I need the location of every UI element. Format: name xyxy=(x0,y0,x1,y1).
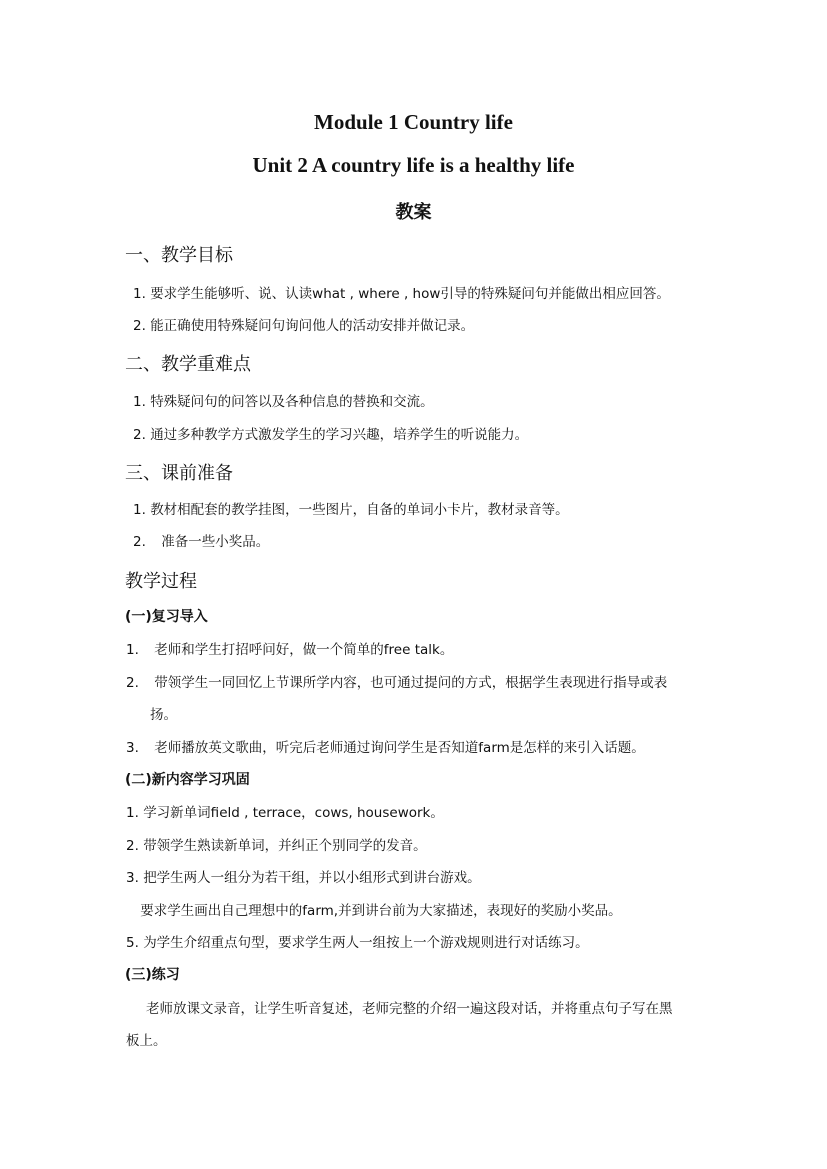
paragraph-continuation: 板上。 xyxy=(126,1033,167,1049)
item-text: 要求学生能够听、说、认读what , where , how引导的特殊疑问句并能做出相应回答。 xyxy=(150,286,670,302)
item-text: 把学生两人一组分为若干组，并以小组形式到讲台游戏。 xyxy=(143,870,481,886)
item-number: 2. xyxy=(133,427,146,443)
item-number: 3. xyxy=(126,870,139,886)
item-number: 1. xyxy=(126,642,139,658)
item-text: 带领学生熟读新单词，并纠正个别同学的发音。 xyxy=(143,838,427,854)
list-item xyxy=(133,423,528,443)
item-number: 3. xyxy=(126,740,139,756)
list-item xyxy=(126,931,589,951)
item-number: 5. xyxy=(126,935,139,951)
section-heading-objectives: 一、教学目标 xyxy=(125,245,233,266)
item-text: 学习新单词field , terrace，cows, housework。 xyxy=(143,805,444,821)
section-heading-process: 教学过程 xyxy=(125,571,197,592)
list-item xyxy=(133,530,269,550)
item-number: 1. xyxy=(133,394,146,410)
item-text: 老师和学生打招呼问好，做一个简单的free talk。 xyxy=(154,642,454,658)
list-item xyxy=(126,866,481,886)
subsection-heading-review: (一)复习导入 xyxy=(125,609,208,625)
item-number: 2. xyxy=(133,318,146,334)
section-heading-key-points: 二、教学重难点 xyxy=(125,354,251,375)
list-item xyxy=(126,834,427,854)
item-text: 老师播放英文歌曲，听完后老师通过询问学生是否知道farm是怎样的来引入话题。 xyxy=(154,740,645,756)
list-item-continuation: 扬。 xyxy=(150,707,177,723)
list-item xyxy=(126,671,667,691)
list-item xyxy=(126,736,645,756)
section-heading-preparation: 三、课前准备 xyxy=(125,463,233,484)
list-item xyxy=(133,498,569,518)
unit-title: Unit 2 A country life is a healthy life xyxy=(252,153,575,177)
list-item xyxy=(133,314,474,334)
list-item xyxy=(133,390,434,410)
item-number: 1. xyxy=(133,502,146,518)
item-text: 带领学生一同回忆上节课所学内容，也可通过提问的方式，根据学生表现进行指导或表 xyxy=(154,675,668,691)
item-text: 能正确使用特殊疑问句询问他人的活动安排并做记录。 xyxy=(150,318,475,334)
subsection-heading-new-content: (二)新内容学习巩固 xyxy=(125,772,250,788)
item-number: 1. xyxy=(126,805,139,821)
item-text: 教材相配套的教学挂图，一些图片，自备的单词小卡片，教材录音等。 xyxy=(150,502,569,518)
item-number: 2. xyxy=(126,675,139,691)
item-number: 1. xyxy=(133,286,146,302)
item-text: 通过多种教学方式激发学生的学习兴趣，培养学生的听说能力。 xyxy=(150,427,529,443)
paragraph-line: 老师放课文录音，让学生听音复述，老师完整的介绍一遍这段对话，并将重点句子写在黑 xyxy=(146,1001,673,1017)
doc-type-title: 教案 xyxy=(395,202,432,223)
list-item xyxy=(133,282,670,302)
item-number: 2. xyxy=(126,838,139,854)
module-title: Module 1 Country life xyxy=(314,110,513,134)
item-text: 为学生介绍重点句型，要求学生两人一组按上一个游戏规则进行对话练习。 xyxy=(143,935,589,951)
item-text: 特殊疑问句的问答以及各种信息的替换和交流。 xyxy=(150,394,434,410)
item-text: 准备一些小奖品。 xyxy=(161,534,270,550)
list-item xyxy=(136,899,622,919)
subsection-heading-practice: (三)练习 xyxy=(125,967,180,983)
item-number: 2. xyxy=(133,534,146,550)
list-item xyxy=(126,638,453,658)
list-item xyxy=(126,801,444,821)
item-text: 要求学生画出自己理想中的farm,并到讲台前为大家描述，表现好的奖励小奖品。 xyxy=(140,903,622,919)
